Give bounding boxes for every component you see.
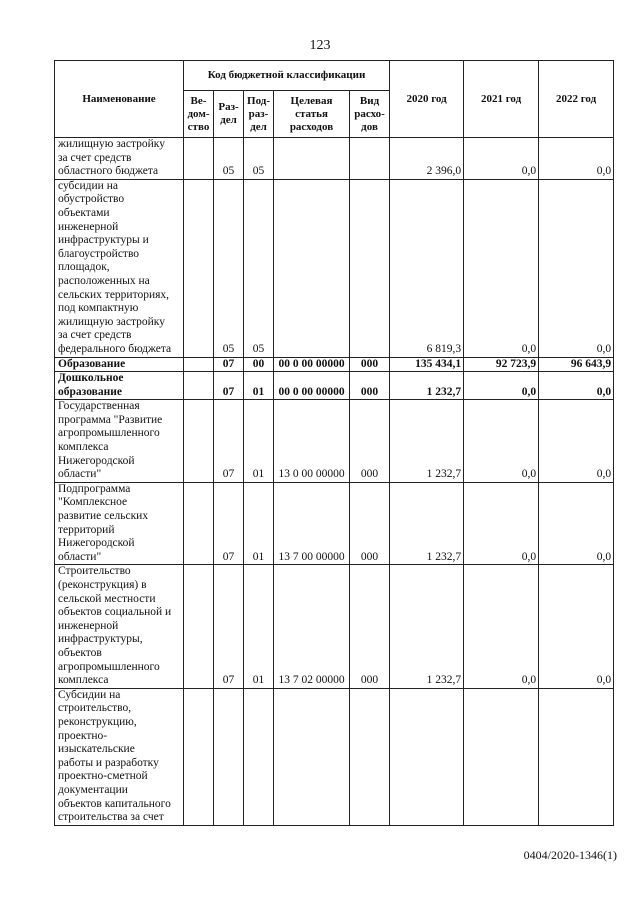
table-body (55, 138, 614, 826)
cell-podrazdel: 05 (244, 179, 274, 357)
header-row-top (55, 61, 614, 91)
cell-2022: 0,0 (539, 179, 614, 357)
cell-podrazdel: 00 (244, 357, 274, 372)
cell-2020: 6 819,3 (390, 179, 464, 357)
cell-2022: 0,0 (539, 138, 614, 180)
cell-razdel: 07 (214, 357, 244, 372)
cell-target: 13 7 02 00000 (274, 565, 350, 688)
cell-vid (350, 688, 390, 825)
cell-vedomstvo (184, 372, 214, 400)
cell-razdel: 05 (214, 138, 244, 180)
cell-2021: 0,0 (464, 400, 539, 483)
cell-2021: 0,0 (464, 482, 539, 565)
cell-vid: 000 (350, 482, 390, 565)
cell-razdel: 07 (214, 400, 244, 483)
cell-2020: 135 434,1 (390, 357, 464, 372)
cell-vid: 000 (350, 357, 390, 372)
cell-vid: 000 (350, 400, 390, 483)
cell-2022: 0,0 (539, 372, 614, 400)
header-vedomstvo: Ве- дом- ство (184, 91, 214, 138)
table-row (55, 179, 614, 357)
table-row (55, 400, 614, 483)
page-number: 123 (309, 38, 331, 53)
table-row (55, 372, 614, 400)
cell-2021 (464, 688, 539, 825)
cell-razdel (214, 688, 244, 825)
cell-2020: 1 232,7 (390, 400, 464, 483)
cell-vedomstvo (184, 138, 214, 180)
cell-2022: 96 643,9 (539, 357, 614, 372)
cell-name: Дошкольное образование (55, 372, 184, 400)
cell-name: Образование (55, 357, 184, 372)
cell-2021: 0,0 (464, 565, 539, 688)
cell-2021: 0,0 (464, 138, 539, 180)
cell-2021: 0,0 (464, 372, 539, 400)
cell-2022: 0,0 (539, 565, 614, 688)
cell-name: Строительство (реконструкция) в сельской местности объектов социальной и инженерной инфраструктуры, объектов агропромышленного комплекса (55, 565, 184, 688)
cell-2020: 2 396,0 (390, 138, 464, 180)
cell-name: Подпрограмма "Комплексное развитие сельских территорий Нижегородской области" (55, 482, 184, 565)
cell-2020: 1 232,7 (390, 372, 464, 400)
cell-podrazdel: 01 (244, 400, 274, 483)
cell-2020: 1 232,7 (390, 482, 464, 565)
cell-vedomstvo (184, 482, 214, 565)
cell-vedomstvo (184, 688, 214, 825)
table-row (55, 482, 614, 565)
cell-razdel: 07 (214, 565, 244, 688)
table-row (55, 688, 614, 825)
cell-podrazdel: 05 (244, 138, 274, 180)
cell-name: субсидии на обустройство объектами инженерной инфраструктуры и благоустройство площадок, расположенных на сельских территориях, под компактную жилищную застройку за счет средств федерального бюджета (55, 179, 184, 357)
header-razdel: Раз- дел (214, 91, 244, 138)
cell-2020: 1 232,7 (390, 565, 464, 688)
header-2020: 2020 год (390, 61, 464, 138)
cell-name: Субсидии на строительство, реконструкцию, проектно- изыскательские работы и разработку проектно-сметной документации объектов капитального строительства за счет (55, 688, 184, 825)
cell-2020 (390, 688, 464, 825)
cell-target: 13 7 00 00000 (274, 482, 350, 565)
cell-vedomstvo (184, 565, 214, 688)
header-name: Наименование (55, 61, 184, 138)
cell-target (274, 179, 350, 357)
document-code: 0404/2020-1346(1) (523, 848, 617, 862)
cell-vedomstvo (184, 400, 214, 483)
cell-target (274, 138, 350, 180)
header-vid: Вид расхо- дов (350, 91, 390, 138)
cell-2021: 92 723,9 (464, 357, 539, 372)
cell-2022: 0,0 (539, 400, 614, 483)
cell-target: 00 0 00 00000 (274, 357, 350, 372)
cell-2021: 0,0 (464, 179, 539, 357)
table-row (55, 138, 614, 180)
cell-podrazdel: 01 (244, 372, 274, 400)
cell-name: Государственная программа "Развитие агропромышленного комплекса Нижегородской области" (55, 400, 184, 483)
header-target: Целевая статья расходов (274, 91, 350, 138)
cell-podrazdel: 01 (244, 482, 274, 565)
cell-name: жилищную застройку за счет средств областного бюджета (55, 138, 184, 180)
header-2021: 2021 год (464, 61, 539, 138)
table-row (55, 357, 614, 372)
cell-podrazdel (244, 688, 274, 825)
cell-podrazdel: 01 (244, 565, 274, 688)
cell-vid: 000 (350, 372, 390, 400)
table-row (55, 565, 614, 688)
cell-2022 (539, 688, 614, 825)
header-code-group: Код бюджетной классификации (184, 61, 390, 91)
cell-razdel: 07 (214, 372, 244, 400)
cell-target: 13 0 00 00000 (274, 400, 350, 483)
cell-target: 00 0 00 00000 (274, 372, 350, 400)
cell-razdel: 07 (214, 482, 244, 565)
cell-vid (350, 138, 390, 180)
cell-razdel: 05 (214, 179, 244, 357)
cell-vid (350, 179, 390, 357)
header-podrazdel: Под- раз- дел (244, 91, 274, 138)
cell-2022: 0,0 (539, 482, 614, 565)
header-2022: 2022 год (539, 61, 614, 138)
cell-vid: 000 (350, 565, 390, 688)
cell-vedomstvo (184, 357, 214, 372)
budget-table (54, 60, 614, 826)
cell-target (274, 688, 350, 825)
cell-vedomstvo (184, 179, 214, 357)
